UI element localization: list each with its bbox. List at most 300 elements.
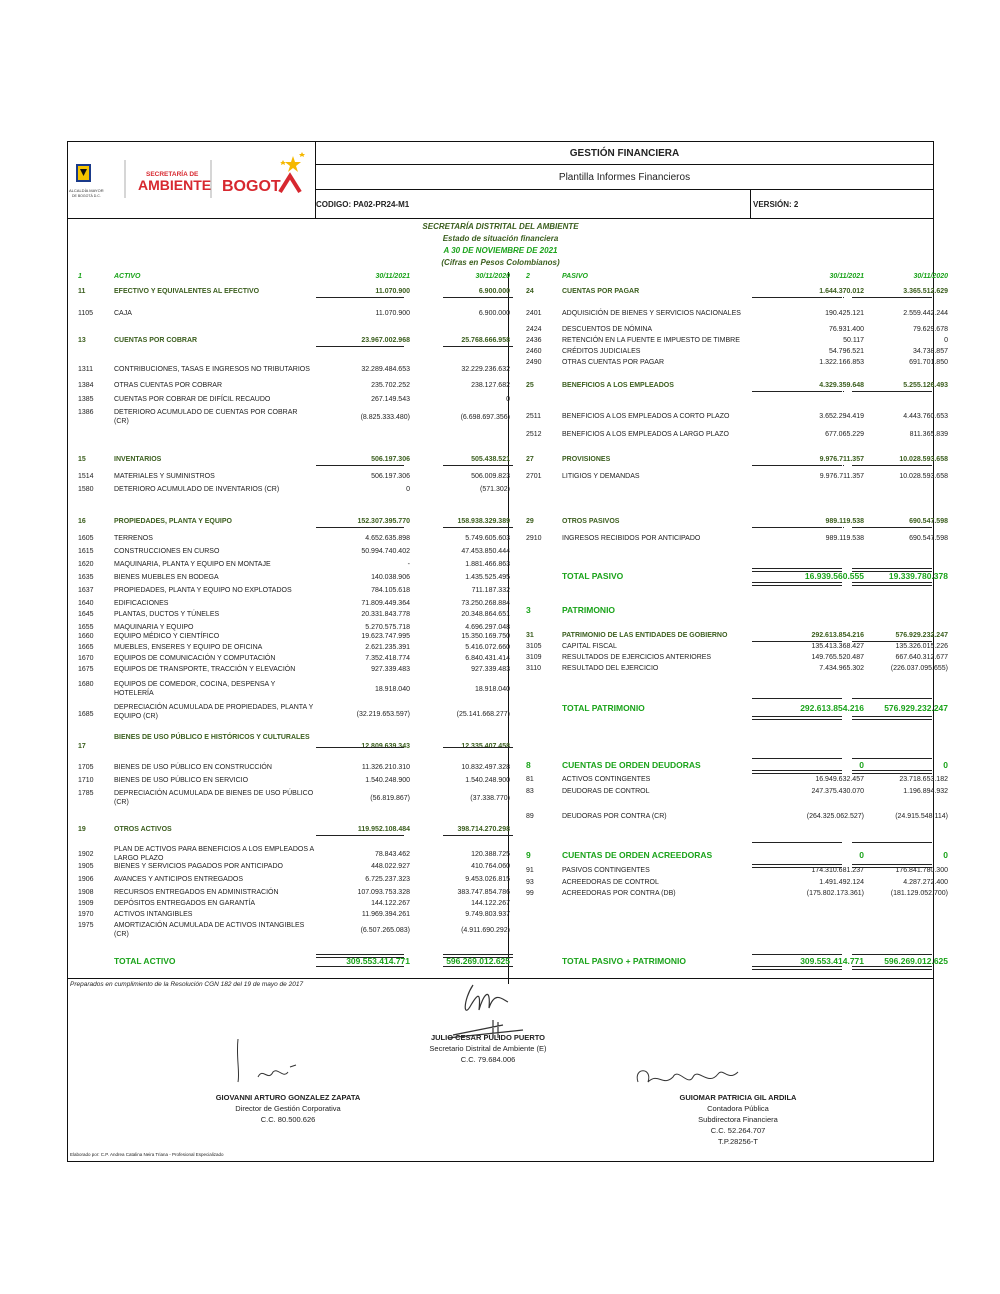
row-code: 31 bbox=[526, 632, 534, 639]
signer-name: GUIOMAR PATRICIA GIL ARDILA bbox=[679, 1093, 797, 1102]
row-name: BIENES Y SERVICIOS PAGADOS POR ANTICIPADO bbox=[114, 863, 283, 870]
row-code: 1705 bbox=[78, 764, 94, 771]
row-name: PROPIEDADES, PLANTA Y EQUIPO bbox=[114, 518, 232, 525]
row-code: 8 bbox=[526, 760, 531, 770]
underline bbox=[443, 966, 513, 967]
row-v2: 176.841.780.300 bbox=[895, 867, 948, 874]
underline bbox=[843, 465, 844, 466]
svg-text:SECRETARÍA DE: SECRETARÍA DE bbox=[146, 171, 199, 178]
row-code: 3109 bbox=[526, 654, 542, 661]
row-v1: 1.322.166.853 bbox=[819, 359, 864, 366]
row-v2: (25.141.668.277) bbox=[456, 711, 510, 718]
row-v2: (181.129.052.700) bbox=[890, 890, 948, 897]
row-code: 1605 bbox=[78, 535, 94, 542]
row-v2: 135.326.015.226 bbox=[895, 643, 948, 650]
row-v1: 107.093.753.328 bbox=[357, 889, 410, 896]
row-v1: 12.809.639.343 bbox=[361, 743, 410, 750]
row-v1: (6.507.265.083) bbox=[360, 927, 410, 934]
row-v2: 144.122.267 bbox=[471, 900, 510, 907]
row-v1: (8.825.333.480) bbox=[360, 414, 410, 421]
row-name: LITIGIOS Y DEMANDAS bbox=[562, 473, 640, 480]
financial-statement-sheet bbox=[67, 141, 948, 1162]
row-v2: 10.028.593.658 bbox=[899, 456, 948, 463]
row-name: EQUIPO MÉDICO Y CIENTÍFICO bbox=[114, 633, 220, 640]
row-v2: 6.900.000 bbox=[478, 310, 510, 317]
row-v1: (175.802.173.361) bbox=[806, 890, 864, 897]
row-code: 1655 bbox=[78, 624, 94, 631]
row-col2: 30/11/2020 bbox=[913, 273, 948, 280]
row-v1: 506.197.306 bbox=[371, 473, 410, 480]
row-v2: (4.911.690.292) bbox=[461, 927, 510, 934]
double-underline bbox=[752, 770, 842, 774]
underline bbox=[852, 641, 932, 642]
row-v1: 1.644.370.012 bbox=[819, 288, 864, 295]
signer-title: Director de Gestión Corporativa bbox=[235, 1104, 341, 1113]
signer-julio bbox=[398, 1032, 578, 1065]
row-v2: 4.287.272.400 bbox=[903, 879, 948, 886]
row-name: PLANTAS, DUCTOS Y TÚNELES bbox=[114, 611, 220, 618]
double-underline bbox=[752, 716, 842, 720]
row-v1: 7.352.418.774 bbox=[365, 655, 410, 662]
underline bbox=[752, 297, 842, 298]
row-v1: 23.967.002.968 bbox=[361, 337, 410, 344]
row-code: 81 bbox=[526, 776, 534, 783]
row-label: PASIVO bbox=[562, 273, 588, 280]
double-underline bbox=[852, 864, 932, 868]
signer-id: C.C. 80.500.626 bbox=[260, 1115, 316, 1124]
row-code: 16 bbox=[78, 518, 86, 525]
row-v1: 267.149.543 bbox=[371, 396, 410, 403]
row-v2: (37.338.770) bbox=[470, 795, 510, 802]
row-code: 3110 bbox=[526, 665, 542, 672]
row-code: 24 bbox=[526, 288, 534, 295]
underline bbox=[752, 527, 842, 528]
row-name: DEPÓSITOS ENTREGADOS EN GARANTÍA bbox=[114, 900, 256, 907]
row-v1: 235.702.252 bbox=[371, 382, 410, 389]
row-v1: 76.931.400 bbox=[828, 326, 864, 333]
row-v1: 3.652.294.419 bbox=[819, 413, 864, 420]
row-name: RETENCIÓN EN LA FUENTE E IMPUESTO DE TIMBRE bbox=[562, 337, 740, 344]
row-v2: 9.749.803.937 bbox=[465, 911, 510, 918]
row-v1: 292.613.854.216 bbox=[811, 632, 864, 639]
row-label: CUENTAS DE ORDEN ACREEDORAS bbox=[562, 850, 713, 860]
row-v2: 6.900.000 bbox=[478, 288, 510, 295]
row-v2: 505.438.521 bbox=[471, 456, 510, 463]
underline bbox=[443, 527, 513, 528]
row-v1: 18.918.040 bbox=[374, 686, 410, 693]
signature-giovanni-icon bbox=[228, 1037, 318, 1087]
row-code: 15 bbox=[78, 456, 86, 463]
row-name: DETERIORO ACUMULADO DE INVENTARIOS (CR) bbox=[114, 486, 280, 493]
row-code: 1640 bbox=[78, 600, 94, 607]
row-v2: 1.881.466.863 bbox=[465, 561, 510, 568]
row-name: OTRAS CUENTAS POR COBRAR bbox=[114, 382, 222, 389]
row-code: 9 bbox=[526, 850, 531, 860]
row-v1: (32.219.653.597) bbox=[356, 711, 410, 718]
row-v1: 11.070.900 bbox=[375, 288, 410, 295]
row-name: BIENES MUEBLES EN BODEGA bbox=[114, 574, 219, 581]
row-code: 29 bbox=[526, 518, 534, 525]
row-name: ADQUISICIÓN DE BIENES Y SERVICIOS NACIONALES bbox=[562, 310, 741, 317]
row-v1: 7.434.965.302 bbox=[819, 665, 864, 672]
row-name: MATERIALES Y SUMINISTROS bbox=[114, 473, 215, 480]
row-code: 1514 bbox=[78, 473, 94, 480]
signer-name: JULIO CESAR PULIDO PUERTO bbox=[430, 1033, 546, 1042]
underline bbox=[752, 391, 842, 392]
row-label: TOTAL PASIVO bbox=[562, 571, 624, 581]
row-name: DESCUENTOS DE NÓMINA bbox=[562, 326, 653, 333]
row-name: AVANCES Y ANTICIPOS ENTREGADOS bbox=[114, 876, 244, 883]
row-name: BIENES DE USO PÚBLICO E HISTÓRICOS Y CULTURALES bbox=[114, 734, 310, 741]
row-v1: 0 bbox=[859, 850, 864, 860]
row-v2: 5.749.605.603 bbox=[465, 535, 510, 542]
underline bbox=[852, 527, 932, 528]
logo-icon bbox=[68, 142, 315, 218]
underline bbox=[752, 842, 842, 843]
underline bbox=[852, 391, 932, 392]
row-code: 11 bbox=[78, 288, 86, 295]
row-code: 19 bbox=[78, 826, 86, 833]
row-v1: 506.197.306 bbox=[371, 456, 410, 463]
row-v2: 3.365.512.629 bbox=[903, 288, 948, 295]
row-v2: 15.350.169.750 bbox=[461, 633, 510, 640]
row-name: EQUIPOS DE TRANSPORTE, TRACCIÓN Y ELEVACIÓN bbox=[114, 666, 296, 673]
row-code: 25 bbox=[526, 382, 534, 389]
row-v1: (56.819.867) bbox=[370, 795, 410, 802]
svg-text:BOGOT: BOGOT bbox=[222, 178, 281, 195]
row-name: CUENTAS POR PAGAR bbox=[562, 288, 640, 295]
underline bbox=[316, 747, 404, 748]
row-v2: 18.918.040 bbox=[474, 686, 510, 693]
signer-id: C.C. 79.684.006 bbox=[460, 1055, 516, 1064]
row-v1: 292.613.854.216 bbox=[800, 703, 864, 713]
row-name: RECURSOS ENTREGADOS EN ADMINISTRACIÓN bbox=[114, 889, 279, 896]
row-name: INGRESOS RECIBIDOS POR ANTICIPADO bbox=[562, 535, 701, 542]
underline bbox=[316, 835, 404, 836]
row-name: AMORTIZACIÓN ACUMULADA DE ACTIVOS INTANGIBLES (CR) bbox=[114, 922, 305, 938]
double-underline bbox=[316, 954, 404, 958]
row-v1: 4.329.359.648 bbox=[819, 382, 864, 389]
row-v1: 11.326.210.310 bbox=[361, 764, 410, 771]
row-v1: 784.105.618 bbox=[371, 587, 410, 594]
row-v2: 927.339.483 bbox=[471, 666, 510, 673]
row-v1: 11.969.394.261 bbox=[361, 911, 410, 918]
row-v1: 119.952.108.484 bbox=[357, 826, 410, 833]
underline bbox=[752, 698, 842, 699]
underline bbox=[316, 527, 404, 528]
row-name: EFECTIVO Y EQUIVALENTES AL EFECTIVO bbox=[114, 288, 260, 295]
row-code: 1670 bbox=[78, 655, 94, 662]
row-name: BIENES DE USO PÚBLICO EN CONSTRUCCIÓN bbox=[114, 764, 272, 771]
row-v2: 47.453.850.444 bbox=[461, 548, 510, 555]
row-code: 2424 bbox=[526, 326, 542, 333]
row-v2: 4.696.297.048 bbox=[465, 624, 510, 631]
row-code: 17 bbox=[78, 743, 86, 750]
row-code: 1105 bbox=[78, 310, 94, 317]
row-code: 1665 bbox=[78, 644, 94, 651]
row-v2: 1.196.894.932 bbox=[903, 788, 948, 795]
row-v1: 1.540.248.900 bbox=[365, 777, 410, 784]
row-v2: 158.938.329.389 bbox=[457, 518, 510, 525]
row-v2: (6.698.697.356) bbox=[460, 414, 510, 421]
underline bbox=[843, 297, 844, 298]
underline bbox=[852, 842, 932, 843]
row-v1: 71.809.449.364 bbox=[361, 600, 410, 607]
row-code: 3105 bbox=[526, 643, 542, 650]
row-v2: 383.747.854.786 bbox=[457, 889, 510, 896]
row-v1: 309.553.414.771 bbox=[346, 956, 410, 966]
row-v2: 34.738.857 bbox=[912, 348, 948, 355]
row-v1: 677.065.229 bbox=[825, 431, 864, 438]
row-label: TOTAL PASIVO + PATRIMONIO bbox=[562, 956, 686, 966]
row-code: 2 bbox=[526, 273, 530, 280]
row-v2: 6.840.431.414 bbox=[465, 655, 510, 662]
underline bbox=[752, 758, 842, 759]
underline bbox=[316, 346, 404, 347]
row-v2: 690.547.598 bbox=[909, 518, 948, 525]
row-v2: 1.540.248.900 bbox=[465, 777, 510, 784]
row-v1: 5.270.575.718 bbox=[365, 624, 410, 631]
row-v2: 25.768.666.958 bbox=[461, 337, 510, 344]
underline bbox=[316, 465, 404, 466]
row-v2: 0 bbox=[506, 396, 510, 403]
row-code: 1615 bbox=[78, 548, 94, 555]
row-v2: 576.929.232.247 bbox=[895, 632, 948, 639]
underline bbox=[852, 698, 932, 699]
row-name: ACTIVOS INTANGIBLES bbox=[114, 911, 193, 918]
row-code: 1637 bbox=[78, 587, 94, 594]
row-v1: 135.413.368.427 bbox=[811, 643, 864, 650]
row-code: 1620 bbox=[78, 561, 94, 568]
entity-name: SECRETARÍA DISTRITAL DEL AMBIENTE bbox=[422, 222, 579, 231]
row-v1: 9.976.711.357 bbox=[819, 456, 864, 463]
row-name: CONSTRUCCIONES EN CURSO bbox=[114, 548, 220, 555]
row-code: 1 bbox=[78, 273, 82, 280]
row-v2: 12.335.407.458 bbox=[461, 743, 510, 750]
underline bbox=[852, 954, 932, 955]
row-label: ACTIVO bbox=[114, 273, 141, 280]
row-v2: 506.009.823 bbox=[471, 473, 510, 480]
underline bbox=[752, 954, 842, 955]
row-code: 1385 bbox=[78, 396, 94, 403]
row-code: 2436 bbox=[526, 337, 542, 344]
row-name: BENEFICIOS A LOS EMPLEADOS A LARGO PLAZO bbox=[562, 431, 729, 438]
row-code: 1311 bbox=[78, 366, 94, 373]
row-code: 93 bbox=[526, 879, 534, 886]
row-code: 13 bbox=[78, 337, 86, 344]
row-name: CONTRIBUCIONES, TASAS E INGRESOS NO TRIBUTARIOS bbox=[114, 366, 310, 373]
row-v2: 19.339.780.378 bbox=[888, 571, 948, 581]
row-v1: 0 bbox=[859, 760, 864, 770]
row-col2: 30/11/2020 bbox=[475, 273, 510, 280]
row-v2: 73.250.268.884 bbox=[461, 600, 510, 607]
row-v1: 2.621.235.391 bbox=[365, 644, 410, 651]
document-code-row bbox=[316, 190, 933, 218]
row-name: MUEBLES, ENSERES Y EQUIPO DE OFICINA bbox=[114, 644, 263, 651]
underline bbox=[843, 527, 844, 528]
row-v1: 9.976.711.357 bbox=[819, 473, 864, 480]
row-v2: 238.127.682 bbox=[471, 382, 510, 389]
row-code: 1645 bbox=[78, 611, 94, 618]
row-code: 1906 bbox=[78, 876, 94, 883]
row-code: 2511 bbox=[526, 413, 542, 420]
row-name: BENEFICIOS A LOS EMPLEADOS bbox=[562, 382, 674, 389]
signer-dept: Subdirectora Financiera bbox=[698, 1115, 778, 1124]
double-underline bbox=[752, 966, 842, 970]
underline bbox=[852, 465, 932, 466]
row-v2: (571.302) bbox=[480, 486, 510, 493]
row-code: 2490 bbox=[526, 359, 542, 366]
row-v1: 54.796.521 bbox=[828, 348, 864, 355]
signer-title: Contadora Pública bbox=[707, 1104, 769, 1113]
row-v2: 32.229.236.632 bbox=[461, 366, 510, 373]
svg-text:AMBIENTE: AMBIENTE bbox=[138, 177, 212, 193]
row-name: DEPRECIACIÓN ACUMULADA DE PROPIEDADES, PLANTA Y EQUIPO (CR) bbox=[114, 704, 314, 720]
row-v2: 4.443.760.653 bbox=[903, 413, 948, 420]
row-code: 2401 bbox=[526, 310, 542, 317]
row-v2: 5.255.126.493 bbox=[903, 382, 948, 389]
row-v2: 596.269.012.625 bbox=[446, 956, 510, 966]
double-underline bbox=[443, 954, 513, 958]
row-v2: 23.718.653.182 bbox=[899, 776, 948, 783]
footer-divider bbox=[68, 978, 933, 979]
row-label: CUENTAS DE ORDEN DEUDORAS bbox=[562, 760, 701, 770]
row-v1: 448.022.927 bbox=[371, 863, 410, 870]
row-code: 1386 bbox=[78, 409, 94, 416]
row-code: 1902 bbox=[78, 851, 94, 858]
row-v1: 149.765.520.487 bbox=[811, 654, 864, 661]
statement-name: Estado de situación financiera bbox=[442, 234, 559, 243]
row-name: BIENES DE USO PÚBLICO EN SERVICIO bbox=[114, 777, 249, 784]
underline bbox=[843, 391, 844, 392]
row-v2: 0 bbox=[943, 760, 948, 770]
row-code: 99 bbox=[526, 890, 534, 897]
double-underline bbox=[852, 966, 932, 970]
row-v1: 174.310.681.237 bbox=[811, 867, 864, 874]
row-v1: 6.725.237.323 bbox=[365, 876, 410, 883]
row-code: 1908 bbox=[78, 889, 94, 896]
row-code: 3 bbox=[526, 605, 531, 615]
underline bbox=[852, 297, 932, 298]
row-v2: 398.714.270.298 bbox=[457, 826, 510, 833]
row-v2: 9.453.026.815 bbox=[465, 876, 510, 883]
row-v2: 120.388.725 bbox=[471, 851, 510, 858]
row-v2: (24.915.548.114) bbox=[895, 813, 948, 820]
row-v2: 596.269.012.625 bbox=[884, 956, 948, 966]
report-date: A 30 DE NOVIEMBRE DE 2021 bbox=[443, 246, 558, 255]
document-version: VERSIÓN: 2 bbox=[750, 190, 798, 218]
signer-guiomar bbox=[648, 1092, 828, 1147]
row-name: EDIFICACIONES bbox=[114, 600, 169, 607]
row-name: CRÉDITOS JUDICIALES bbox=[562, 348, 641, 355]
row-label: TOTAL PATRIMONIO bbox=[562, 703, 645, 713]
row-v1: 1.491.492.124 bbox=[819, 879, 864, 886]
double-underline bbox=[852, 716, 932, 720]
row-code: 2512 bbox=[526, 431, 542, 438]
compliance-note: Preparados en cumplimiento de la Resolución CGN 182 del 19 de mayo de 2017 bbox=[70, 981, 304, 988]
row-code: 1975 bbox=[78, 922, 94, 929]
row-v1: 32.289.484.653 bbox=[361, 366, 410, 373]
row-name: CAJA bbox=[114, 310, 132, 317]
underline bbox=[443, 465, 513, 466]
logo-area bbox=[68, 142, 316, 218]
double-underline bbox=[852, 770, 932, 774]
underline bbox=[752, 641, 842, 642]
row-v1: 927.339.483 bbox=[371, 666, 410, 673]
row-code: 1680 bbox=[78, 681, 94, 688]
underline bbox=[443, 835, 513, 836]
row-code: 1710 bbox=[78, 777, 94, 784]
row-v1: 16.949.632.457 bbox=[815, 776, 864, 783]
row-name: CUENTAS POR COBRAR bbox=[114, 337, 198, 344]
row-name: ACREEDORAS DE CONTROL bbox=[562, 879, 659, 886]
signer-id: C.C. 52.264.707 bbox=[710, 1126, 766, 1135]
row-code: 1785 bbox=[78, 790, 94, 797]
row-name: EQUIPOS DE COMEDOR, COCINA, DESPENSA Y HOTELERÍA bbox=[114, 681, 276, 697]
double-underline bbox=[852, 582, 932, 586]
row-name: MAQUINARIA, PLANTA Y EQUIPO EN MONTAJE bbox=[114, 561, 271, 568]
row-v2: 1.435.525.495 bbox=[465, 574, 510, 581]
underline bbox=[316, 297, 404, 298]
row-v1: (264.325.062.527) bbox=[806, 813, 864, 820]
row-v2: 667.640.312.677 bbox=[895, 654, 948, 661]
row-code: 1580 bbox=[78, 486, 94, 493]
row-name: ACREEDORAS POR CONTRA (DB) bbox=[562, 890, 676, 897]
row-code: 2701 bbox=[526, 473, 542, 480]
row-name: DEUDORAS DE CONTROL bbox=[562, 788, 650, 795]
document-subtitle: Plantilla Informes Financieros bbox=[316, 165, 933, 190]
double-underline bbox=[752, 582, 842, 586]
row-v1: 140.038.906 bbox=[371, 574, 410, 581]
row-v2: 711.187.332 bbox=[471, 587, 510, 594]
row-v1: 989.119.538 bbox=[825, 535, 864, 542]
signer-title: Secretario Distrital de Ambiente (E) bbox=[429, 1044, 547, 1053]
row-v1: 152.307.395.770 bbox=[357, 518, 410, 525]
row-v1: 989.119.538 bbox=[825, 518, 864, 525]
svg-text:DE BOGOTÁ D.C.: DE BOGOTÁ D.C. bbox=[72, 194, 101, 198]
signer-tp: T.P.28256-T bbox=[718, 1137, 758, 1146]
underline bbox=[443, 747, 513, 748]
row-code: 1660 bbox=[78, 633, 94, 640]
row-v1: 247.375.430.070 bbox=[811, 788, 864, 795]
row-name: PLAN DE ACTIVOS PARA BENEFICIOS A LOS EMPLEADOS A LARGO PLAZO bbox=[114, 846, 314, 862]
row-code: 2460 bbox=[526, 348, 542, 355]
row-code: 1970 bbox=[78, 911, 94, 918]
underline bbox=[752, 465, 842, 466]
document-code: CODIGO: PA02-PR24-M1 bbox=[316, 199, 410, 209]
row-v2: 20.348.864.651 bbox=[461, 611, 510, 618]
row-v1: 78.843.462 bbox=[374, 851, 410, 858]
row-v1: 16.939.560.555 bbox=[804, 571, 864, 581]
row-name: PATRIMONIO DE LAS ENTIDADES DE GOBIERNO bbox=[562, 632, 728, 639]
row-name: TERRENOS bbox=[114, 535, 153, 542]
row-name: OTRAS CUENTAS POR PAGAR bbox=[562, 359, 665, 366]
double-underline bbox=[852, 568, 932, 572]
underline bbox=[316, 966, 404, 967]
row-name: RESULTADO DEL EJERCICIO bbox=[562, 665, 659, 672]
row-code: 1685 bbox=[78, 711, 94, 718]
header-divider bbox=[68, 218, 933, 219]
document-title: GESTIÓN FINANCIERA bbox=[316, 142, 933, 165]
row-code: 1635 bbox=[78, 574, 94, 581]
double-underline bbox=[752, 864, 842, 868]
row-code: 1909 bbox=[78, 900, 94, 907]
row-name: PROPIEDADES, PLANTA Y EQUIPO NO EXPLOTADOS bbox=[114, 587, 292, 594]
row-code: 27 bbox=[526, 456, 534, 463]
row-v1: 50.117 bbox=[843, 337, 864, 344]
row-name: ACTIVOS CONTINGENTES bbox=[562, 776, 651, 783]
row-v2: 691.701.850 bbox=[909, 359, 948, 366]
